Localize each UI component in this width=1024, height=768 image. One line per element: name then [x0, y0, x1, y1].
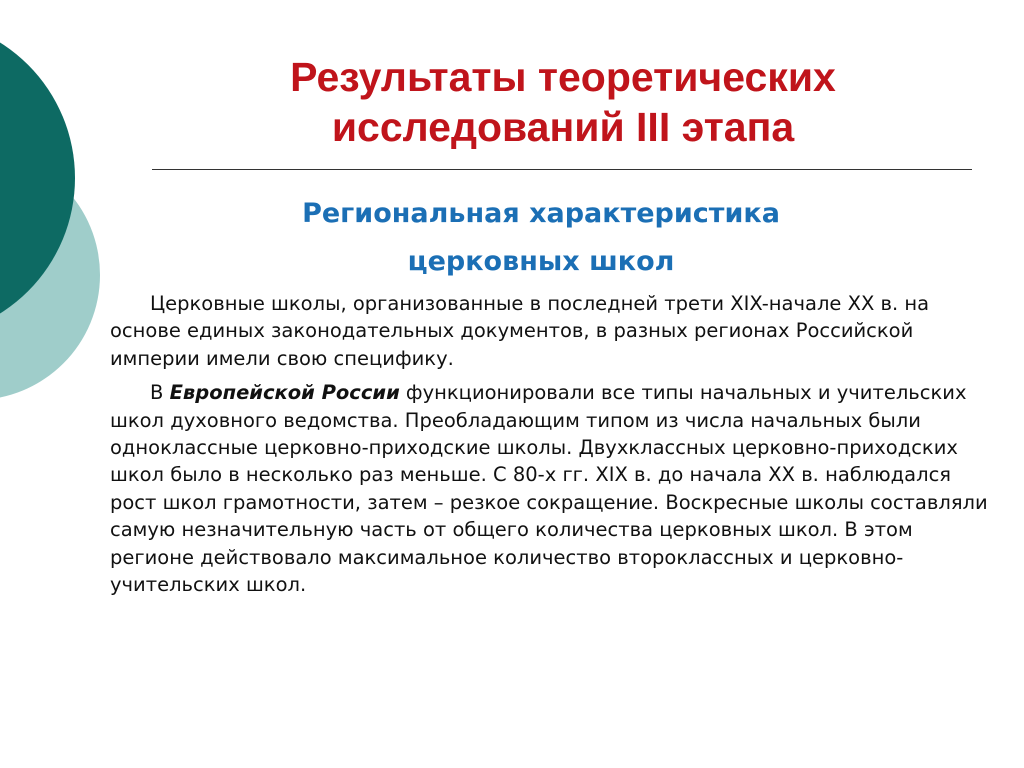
title-divider: [152, 169, 972, 170]
slide-title-line1: Результаты теоретических: [290, 54, 836, 100]
slide-subtitle-line2: церковных школ: [407, 246, 675, 277]
decorative-circles: [0, 0, 110, 400]
slide-title: [150, 52, 976, 152]
body-paragraph-1: Церковные школы, организованные в последней трети XIX-начале XX в. на основе единых законодательных документов, в разных регионах Российской империи имели свою специфику.: [110, 292, 930, 370]
slide-subtitle-line1: Региональная характеристика: [302, 198, 780, 229]
paragraph2-lead: В: [150, 381, 170, 405]
paragraph2-emphasis: Европейской России: [169, 381, 400, 405]
slide-title-line2: исследований III этапа: [331, 104, 795, 150]
slide-subtitle: [110, 190, 972, 286]
slide-body: [110, 290, 990, 605]
paragraph2-rest: функционировали все типы начальных и учительских школ духовного ведомства. Преобладающим типом из числа начальных были одноклассные церковно-приходские школы. Двухклассных церковно-приходских школ было в несколько раз меньше. С 80-х гг. XIX в. до начала XX в. наблюдался рост школ грамотности, затем – резкое сокращение. Воскресные школы составляли самую незначительную часть от общего количества церковных школ. В этом регионе действовало максимальное количество второклассных и церковно-учительских школ.: [110, 381, 988, 597]
body-paragraph-2: [110, 379, 990, 598]
